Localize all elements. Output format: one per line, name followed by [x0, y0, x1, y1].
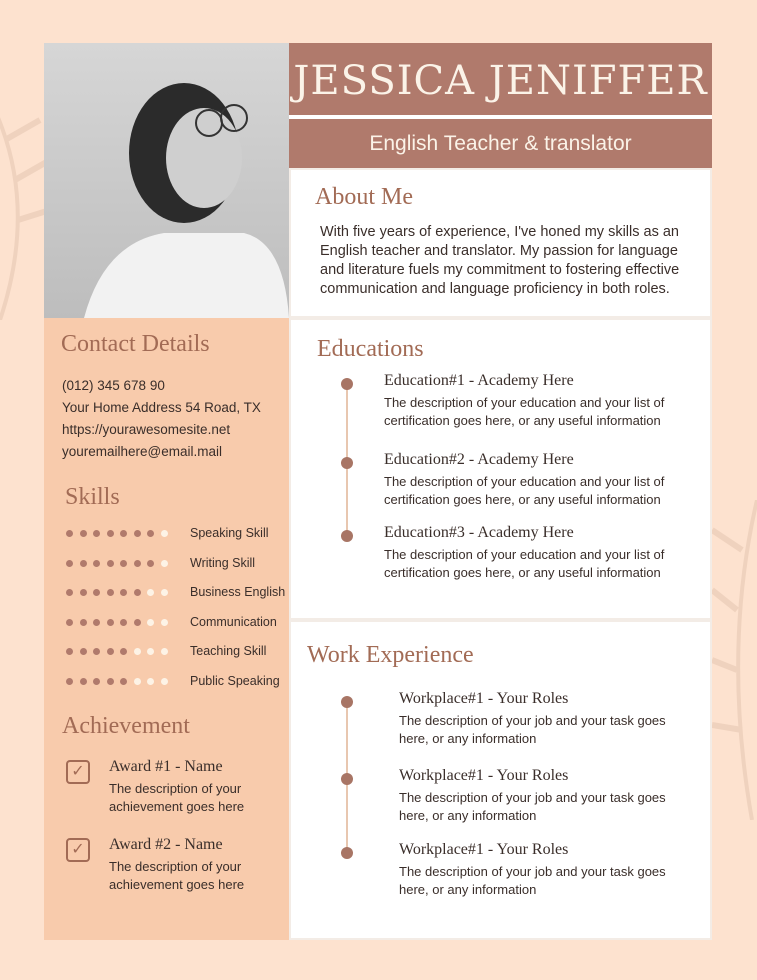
skill-dot: [80, 678, 87, 685]
skill-row: [66, 556, 255, 570]
skill-dot: [120, 678, 127, 685]
work-item: [399, 690, 694, 748]
skill-dot: [80, 648, 87, 655]
timeline-bullet: [341, 530, 353, 542]
achievement-heading: Achievement: [62, 713, 190, 739]
email-link[interactable]: youremailhere@email.mail: [62, 444, 223, 459]
skill-dot: [93, 560, 100, 567]
website-link[interactable]: https://yourawesomesite.net: [62, 422, 231, 437]
work-desc: The description of your job and your task goes here, or any information: [399, 713, 666, 746]
skill-row: [66, 674, 280, 688]
skill-dot: [66, 530, 73, 537]
education-desc: The description of your education and your list of certification goes here, or any useful information: [384, 474, 665, 507]
education-title: Education#1 - Academy Here: [384, 372, 574, 389]
award-desc: The description of your achievement goes here: [109, 781, 245, 814]
profile-photo: [44, 43, 289, 318]
achievement-item: [109, 836, 259, 894]
skill-dot: [134, 589, 141, 596]
skill-level-dots: [66, 615, 190, 629]
skill-row: [66, 526, 269, 540]
skill-dot: [147, 530, 154, 537]
timeline-bullet: [341, 847, 353, 859]
achievement-item: [109, 758, 259, 816]
skill-dot: [93, 648, 100, 655]
skill-dot: [161, 648, 168, 655]
skill-dot: [134, 619, 141, 626]
work-heading: Work Experience: [307, 642, 474, 668]
contact-heading: Contact Details: [61, 331, 210, 357]
skill-dot: [147, 619, 154, 626]
skill-row: [66, 615, 277, 629]
skill-dot: [147, 648, 154, 655]
phone: (012) 345 678 90: [62, 378, 165, 393]
palm-leaf-decoration: [712, 500, 757, 820]
education-heading: Educations: [317, 336, 424, 362]
skill-label: Communication: [190, 614, 277, 629]
skill-dot: [161, 530, 168, 537]
skill-label: Teaching Skill: [190, 644, 267, 658]
work-item: [399, 841, 694, 899]
work-item: [399, 767, 694, 825]
skill-dot: [93, 530, 100, 537]
portrait-image: [44, 43, 289, 318]
skill-dot: [134, 560, 141, 567]
award-title: Award #2 - Name: [109, 836, 223, 853]
education-title: Education#2 - Academy Here: [384, 451, 574, 468]
skill-dot: [93, 678, 100, 685]
candidate-name: JESSICA JENIFFER: [289, 43, 712, 115]
skill-level-dots: [66, 674, 190, 688]
timeline-bullet: [341, 773, 353, 785]
skill-dot: [80, 530, 87, 537]
education-section: [289, 318, 712, 620]
work-title: Workplace#1 - Your Roles: [399, 841, 569, 858]
checkbox-icon: ✓: [66, 838, 90, 862]
skill-row: [66, 585, 285, 599]
resume-card: [44, 43, 712, 940]
award-title: Award #1 - Name: [109, 758, 223, 775]
education-item: [384, 372, 679, 430]
education-title: Education#3 - Academy Here: [384, 524, 574, 541]
skill-dot: [107, 589, 114, 596]
skill-dot: [66, 678, 73, 685]
work-title: Workplace#1 - Your Roles: [399, 767, 569, 784]
skill-dot: [107, 678, 114, 685]
skill-dot: [80, 560, 87, 567]
skill-dot: [161, 589, 168, 596]
skill-dot: [120, 648, 127, 655]
skill-dot: [134, 530, 141, 537]
skill-dot: [147, 589, 154, 596]
skill-label: Speaking Skill: [190, 526, 269, 540]
skill-dot: [107, 560, 114, 567]
skill-dot: [161, 678, 168, 685]
skill-row: [66, 644, 266, 658]
skill-label: Public Speaking: [190, 673, 280, 688]
skill-dot: [161, 560, 168, 567]
skill-dot: [134, 648, 141, 655]
timeline-bullet: [341, 457, 353, 469]
checkbox-icon: ✓: [66, 760, 90, 784]
education-item: [384, 451, 679, 509]
skill-label: Business English: [190, 585, 286, 599]
skill-dot: [120, 589, 127, 596]
address: Your Home Address 54 Road, TX: [62, 400, 261, 415]
education-item: [384, 524, 679, 582]
skill-level-dots: [66, 526, 190, 540]
award-desc: The description of your achievement goes here: [109, 859, 245, 892]
about-text: With five years of experience, I've honed my skills as an English teacher and translator. My passion for language and literature fuels my commitment to fostering effective communication and language proficiency in both roles.: [320, 224, 680, 297]
skill-dot: [93, 619, 100, 626]
skill-dot: [66, 648, 73, 655]
skill-dot: [80, 619, 87, 626]
skill-label: Writing Skill: [190, 555, 256, 570]
skill-level-dots: [66, 644, 190, 658]
skill-dot: [80, 589, 87, 596]
work-section: [289, 620, 712, 940]
timeline-bullet: [341, 696, 353, 708]
education-desc: The description of your education and your list of certification goes here, or any useful information: [384, 395, 665, 428]
work-title: Workplace#1 - Your Roles: [399, 690, 569, 707]
job-title: English Teacher & translator: [289, 119, 712, 168]
work-desc: The description of your job and your task goes here, or any information: [399, 790, 666, 823]
skill-dot: [107, 530, 114, 537]
skill-level-dots: [66, 585, 190, 599]
skill-dot: [147, 678, 154, 685]
skill-dot: [93, 589, 100, 596]
skill-dot: [134, 678, 141, 685]
skill-dot: [120, 560, 127, 567]
skill-dot: [147, 560, 154, 567]
skill-dot: [120, 619, 127, 626]
skills-heading: Skills: [65, 484, 120, 510]
education-desc: The description of your education and your list of certification goes here, or any useful information: [384, 547, 665, 580]
skill-dot: [66, 619, 73, 626]
skill-dot: [66, 560, 73, 567]
about-section: [289, 168, 712, 318]
skill-dot: [120, 530, 127, 537]
skill-dot: [161, 619, 168, 626]
palm-leaf-decoration: [0, 100, 50, 320]
work-desc: The description of your job and your task goes here, or any information: [399, 864, 666, 897]
timeline-bullet: [341, 378, 353, 390]
about-heading: About Me: [315, 184, 413, 210]
skill-dot: [66, 589, 73, 596]
skill-dot: [107, 648, 114, 655]
contact-list: [62, 375, 261, 463]
skill-level-dots: [66, 556, 190, 570]
skill-dot: [107, 619, 114, 626]
